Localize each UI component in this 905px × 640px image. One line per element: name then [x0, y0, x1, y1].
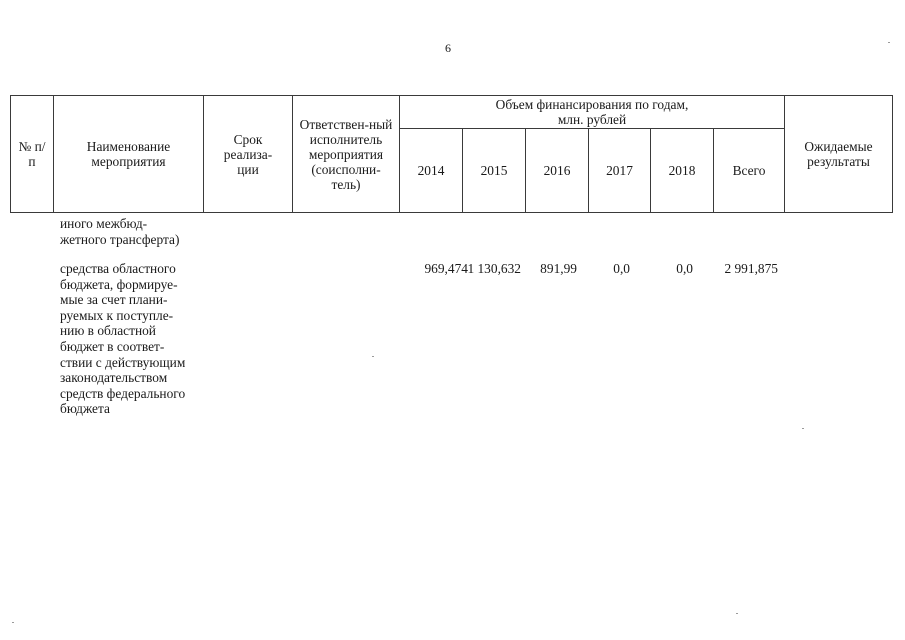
header-col-name: Наименование мероприятия: [86, 139, 171, 169]
header-year-2014: 2014: [417, 163, 445, 178]
header-year-2017: 2017: [606, 163, 633, 178]
header-col-funding: Объем финансирования по годам, млн. рублей: [495, 97, 689, 127]
scan-speck: [12, 622, 14, 623]
header-col-number: № п/п: [18, 139, 46, 169]
header-year-2018: 2018: [668, 163, 696, 178]
header-col-executor: Ответствен-ный исполнитель мероприятия (соисполни-тель): [299, 116, 393, 192]
row-2-line: бюджет в соответ-: [60, 338, 165, 354]
row-2-line: средств федерального: [60, 385, 186, 401]
value-2018: 0,0: [676, 261, 693, 276]
row-2-line: мые за счет плани-: [60, 292, 168, 308]
header-col-term: Срок реализа-ции: [223, 131, 273, 177]
header-col-total: Всего: [732, 163, 766, 178]
value-2017: 0,0: [613, 261, 630, 276]
row-2-name: [60, 261, 202, 417]
row-2-line: нию в областной: [60, 323, 156, 339]
row-1-line: жетного трансферта): [60, 231, 180, 247]
row-2-line: бюджета: [60, 401, 110, 417]
row-2-line: ствии с действующим: [60, 354, 186, 370]
value-2014: 969,474: [424, 261, 468, 276]
row-2-line: бюджета, формируе-: [60, 276, 178, 292]
header-year-2016: 2016: [543, 163, 571, 178]
row-2-line: законодательством: [60, 370, 168, 386]
scan-speck: [888, 42, 890, 43]
header-year-2015: 2015: [480, 163, 508, 178]
value-2015: 1 130,632: [467, 261, 521, 276]
header-col-results: Ожидаемые результаты: [804, 139, 873, 169]
row-1-line: иного межбюд-: [60, 216, 148, 231]
row-2-line: руемых к поступле-: [60, 307, 174, 323]
row-1-name: [60, 216, 202, 247]
scan-speck: [372, 356, 374, 357]
page-number: 6: [445, 41, 451, 55]
row-2-line: средства областного: [60, 261, 176, 276]
table-header: [10, 95, 893, 213]
scan-speck: [802, 428, 804, 429]
scan-speck: [736, 613, 738, 614]
value-total: 2 991,875: [724, 261, 778, 276]
value-2016: 891,99: [540, 261, 577, 276]
